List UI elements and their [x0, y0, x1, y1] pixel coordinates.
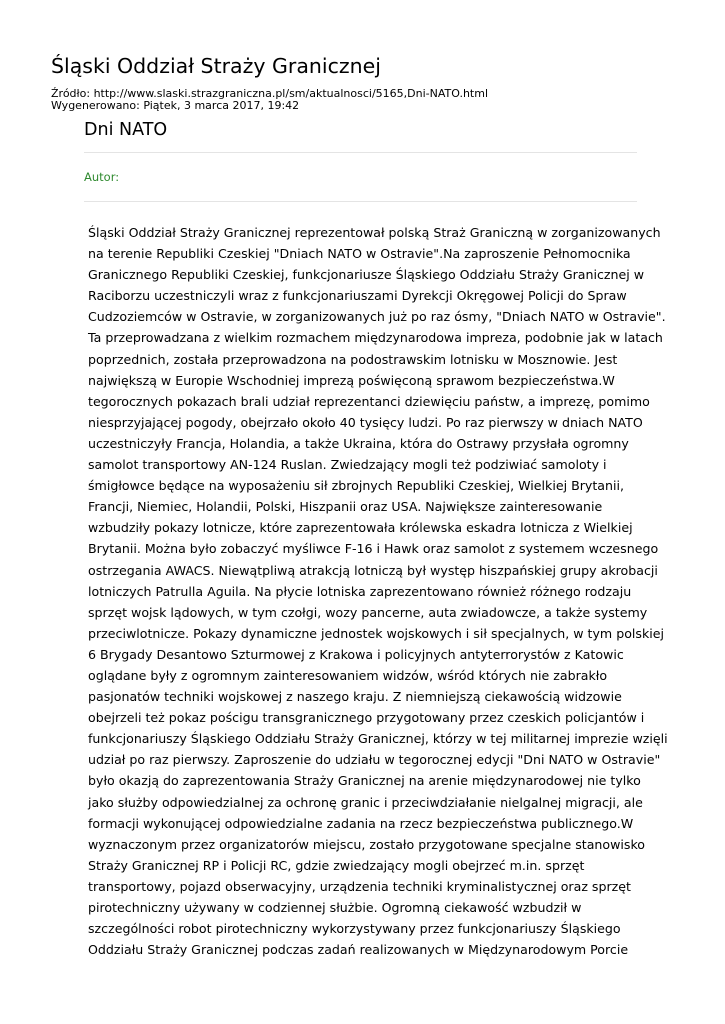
- source-url-line: Źródło: http://www.slaski.strazgraniczna.pl/sm/aktualnosci/5165,Dni-NATO.html: [51, 87, 489, 100]
- body-line: oglądane były z ogromnym zainteresowaniem widzów, wśród których nie zabrakło: [88, 667, 608, 683]
- body-line: na terenie Republiki Czeskiej "Dniach NATO w Ostravie".Na zaproszenie Pełnomocnika: [88, 246, 631, 262]
- author-label: Autor:: [84, 170, 120, 184]
- body-line: ostrzegania AWACS. Niewątpliwą atrakcją lotniczą był występ hiszpańskiej grupy akrobacji: [88, 562, 658, 578]
- body-line: Granicznego Republiki Czeskiej, funkcjonariusze Śląskiego Oddziału Straży Granicznej w: [88, 267, 645, 283]
- body-line: śmigłowce będące na wyposażeniu sił zbrojnych Republiki Czeskiej, Wielkiej Brytanii,: [88, 478, 624, 494]
- body-line: wyznaczonym przez organizatorów miejscu, zostało przygotowane specjalne stanowisko: [88, 836, 646, 852]
- body-line: jako służby odpowiedzialnej za ochronę granic i przeciwdziałanie nielgalnej migracji, ale: [88, 794, 643, 810]
- body-line: pasjonatów techniki wojskowej z naszego kraju. Z niemniejszą ciekawością widzowie: [88, 689, 622, 705]
- body-line: Straży Granicznej RP i Policji RC, gdzie zwiedzający mogli obejrzeć m.in. sprzęt: [88, 857, 585, 873]
- body-line: szczególności robot pirotechniczny wykorzystywany przez funkcjonariuszy Śląskiego: [88, 921, 621, 937]
- body-line: uczestniczyły Francja, Holandia, a także Ukraina, która do Ostrawy przysłała ogromny: [88, 435, 629, 451]
- generated-date-line: Wygenerowano: Piątek, 3 marca 2017, 19:42: [51, 99, 300, 112]
- body-line: udział po raz pierwszy. Zaproszenie do udziału w tegorocznej edycji "Dni NATO w Ostravie": [88, 752, 661, 768]
- body-line: Francji, Niemiec, Holandii, Polski, Hiszpanii oraz USA. Największe zainteresowanie: [88, 499, 603, 515]
- body-line: Raciborzu uczestniczyli wraz z funkcjonariuszami Dyrekcji Okręgowej Policji do Spraw: [88, 288, 627, 304]
- title-divider: [84, 152, 637, 153]
- body-line: sprzęt wojsk lądowych, w tym czołgi, wozy pancerne, auta zwiadowcze, a także systemy: [88, 604, 648, 620]
- body-line: obejrzeli też pokaz pościgu transgranicznego przygotowany przez czeskich policjantów i: [88, 710, 645, 726]
- body-line: niesprzyjającej pogody, obejrzało około 40 tysięcy ludzi. Po raz pierwszy w dniach NATO: [88, 414, 643, 430]
- article-body: [88, 222, 668, 960]
- body-line: samolot transportowy AN-124 Ruslan. Zwiedzający mogli też podziwiać samoloty i: [88, 457, 607, 473]
- body-line: przeciwlotnicze. Pokazy dynamiczne jednostek wojskowych i sił specjalnych, w tym polskiej: [88, 625, 664, 641]
- body-line: Brytanii. Można było zobaczyć myśliwce F-16 i Hawk oraz samolot z systemem wczesnego: [88, 541, 659, 557]
- site-title: Śląski Oddział Straży Granicznej: [51, 54, 381, 78]
- body-line: Śląski Oddział Straży Granicznej reprezentował polską Straż Graniczną w zorganizowanych: [88, 225, 661, 240]
- body-line: tegorocznych pokazach brali udział reprezentanci dziewięciu państw, a imprezę, pomimo: [88, 393, 650, 409]
- body-line: Oddziału Straży Granicznej podczas zadań realizowanych w Międzynarodowym Porcie: [88, 942, 629, 958]
- body-line: pirotechniczny używany w codziennej służbie. Ogromną ciekawość wzbudził w: [88, 900, 582, 915]
- body-line: 6 Brygady Desantowo Szturmowej z Krakowa i policyjnych antyterrorystów z Katowic: [88, 646, 624, 662]
- body-line: lotniczych Patrulla Aguila. Na płycie lotniska zaprezentowano również różnego rodzaju: [88, 583, 632, 599]
- author-divider: [84, 201, 637, 202]
- body-line: poprzednich, została przeprowadzona na podostrawskim lotnisku w Mosznowie. Jest: [88, 351, 618, 367]
- body-line: funkcjonariuszy Śląskiego Oddziału Straży Granicznej, którzy w tej militarnej imprezie wzięli: [88, 731, 668, 747]
- body-line: Cudzoziemców w Ostravie, w zorganizowanych już po raz ósmy, "Dniach NATO w Ostravie".: [88, 309, 666, 325]
- body-line: było okazją do zaprezentowania Straży Granicznej na arenie międzynarodowej nie tylko: [88, 773, 641, 789]
- article-title: Dni NATO: [84, 120, 168, 140]
- body-line: wzbudziły pokazy lotnicze, które zaprezentowała królewska eskadra lotnicza z Wielkiej: [88, 520, 633, 536]
- body-line: największą w Europie Wschodniej imprezą poświęconą sprawom bezpieczeństwa.W: [88, 372, 615, 388]
- body-line: Ta przeprowadzana z wielkim rozmachem międzynarodowa impreza, podobnie jak w latach: [88, 330, 663, 346]
- body-line: formacji wykonującej odpowiedzialne zadania na rzecz bezpieczeństwa publicznego.W: [88, 815, 634, 831]
- body-line: transportowy, pojazd obserwacyjny, urządzenia techniki kryminalistycznej oraz sprzęt: [88, 878, 631, 894]
